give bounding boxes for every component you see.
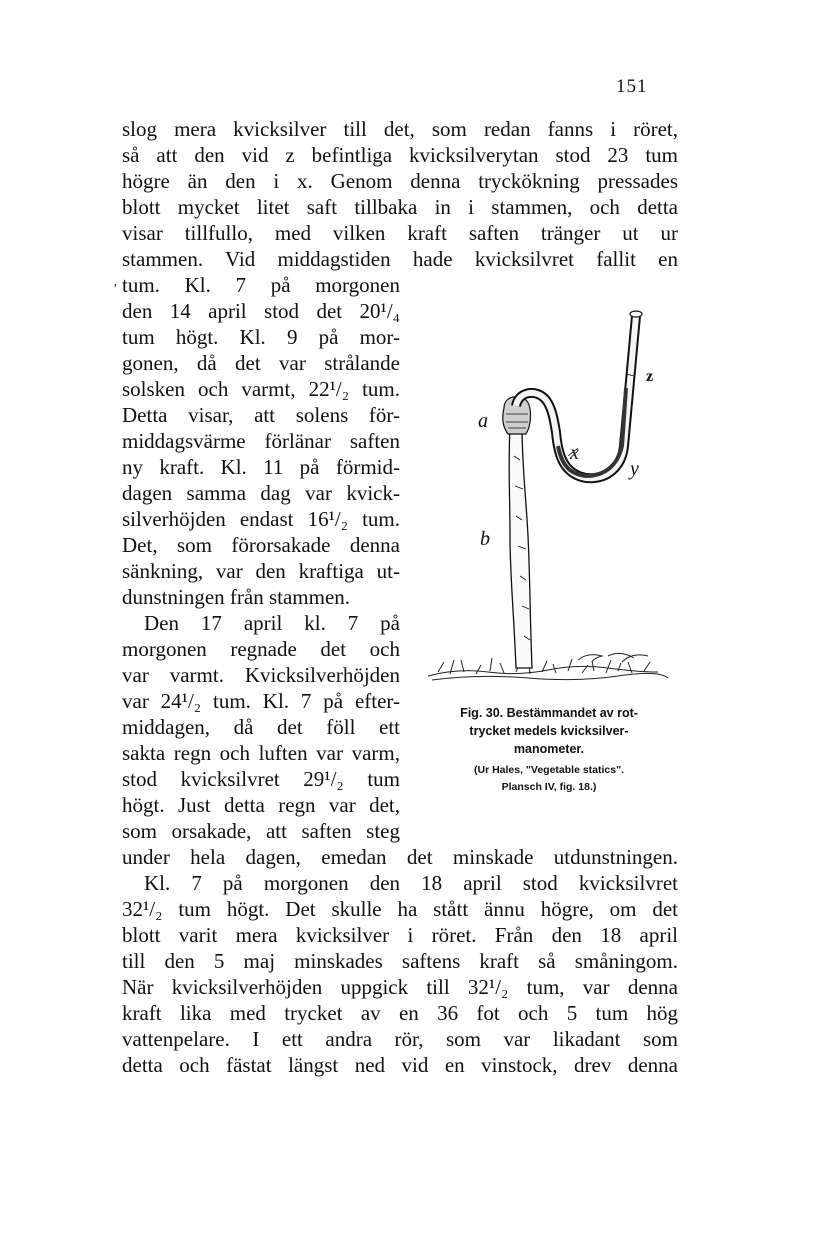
- text-line: under hela dagen, emedan det minskade utdunstningen.: [122, 845, 678, 869]
- text-line: Kl. 7 på morgonen den 18 april stod kvicksilvret: [144, 871, 678, 895]
- text-line: gonen, då det var strålande: [122, 351, 400, 375]
- caption-source: [414, 762, 684, 796]
- text-line: var 24¹/₂ tum. Kl. 7 på efter-: [122, 689, 400, 713]
- text-line: dagen samma dag var kvick-: [122, 481, 400, 505]
- label-b: b: [480, 528, 490, 550]
- caption-line: trycket medels kvicksilver-: [469, 724, 629, 738]
- text-line: sakta regn och luften var varm,: [122, 741, 400, 765]
- text-line: stammen. Vid middagstiden hade kvicksilvret fallit en: [122, 247, 678, 271]
- text-line: När kvicksilverhöjden uppgick till 32¹/₂ tum, var denna: [122, 975, 678, 999]
- caption-line: manometer.: [513, 742, 585, 756]
- text-line: detta och fästat längst ned vid en vinstock, drev denna: [122, 1053, 678, 1077]
- text-line: silverhöjden endast 16¹/₂ tum.: [122, 507, 400, 531]
- text-line: tum högt. Kl. 9 på mor-: [122, 325, 400, 349]
- text-line: Det, som förorsakade denna: [122, 533, 400, 557]
- text-line: den 14 april stod det 20¹/₄: [122, 299, 400, 323]
- text-line: middagen, då det föll ett: [122, 715, 400, 739]
- text-line: slog mera kvicksilver till det, som redan fanns i röret,: [122, 117, 678, 141]
- manometer-illustration: [418, 296, 680, 696]
- text-line: Den 17 april kl. 7 på: [144, 611, 400, 635]
- text-line: visar tillfullo, med vilken kraft saften tränger ut ur: [122, 221, 678, 245]
- caption-source-line: Plansch IV, fig. 18.): [501, 781, 597, 793]
- text-line: så att den vid z befintliga kvicksilverytan stod 23 tum: [122, 143, 678, 167]
- text-line: som orsakade, att saften steg: [122, 819, 400, 843]
- text-line: tum. Kl. 7 på morgonen: [122, 273, 400, 297]
- grass-ground: [428, 653, 668, 680]
- text-line: högt. Just detta regn var det,: [122, 793, 400, 817]
- text-line: stod kvicksilvret 29¹/₂ tum: [122, 767, 400, 791]
- text-line: kraft lika med trycket av en 36 fot och 5 tum hög: [122, 1001, 678, 1025]
- text-line: 32¹/₂ tum högt. Det skulle ha stått ännu högre, om det: [122, 897, 678, 921]
- mercury-tube: [516, 311, 642, 478]
- text-line: morgonen regnade det och: [122, 637, 400, 661]
- caption-line: Fig. 30. Bestämmandet av rot-: [460, 706, 638, 720]
- figure-caption: [414, 704, 684, 796]
- label-z: z: [646, 368, 654, 385]
- text-line: vattenpelare. I ett andra rör, som var likadant som: [122, 1027, 678, 1051]
- page-number: 151: [616, 76, 648, 97]
- text-line: blott varit mera kvicksilver i röret. Från den 18 april: [122, 923, 678, 947]
- text-line: middagsvärme förlänar saften: [122, 429, 400, 453]
- label-x: x: [570, 442, 579, 464]
- text-line: var varmt. Kvicksilverhöjden: [122, 663, 400, 687]
- text-line: blott mycket litet saft tillbaka in i stammen, och detta: [122, 195, 678, 219]
- caption-source-line: (Ur Hales, "Vegetable statics".: [473, 764, 625, 776]
- plant-stem: [509, 426, 532, 668]
- text-line: solsken och varmt, 22¹/₂ tum.: [122, 377, 400, 401]
- text-line: Detta visar, att solens för-: [122, 403, 400, 427]
- label-y: y: [630, 458, 639, 480]
- manometer-figure: [418, 296, 680, 696]
- text-line: dunstningen från stammen.: [122, 585, 351, 609]
- text-line: högre än den i x. Genom denna tryckökning pressades: [122, 169, 678, 193]
- margin-tick-mark: ': [114, 282, 117, 297]
- label-a: a: [478, 410, 488, 432]
- text-line: ny kraft. Kl. 11 på förmid-: [122, 455, 400, 479]
- text-line: sänkning, var den kraftiga ut-: [122, 559, 400, 583]
- text-line: till den 5 maj minskades saftens kraft så småningom.: [122, 949, 678, 973]
